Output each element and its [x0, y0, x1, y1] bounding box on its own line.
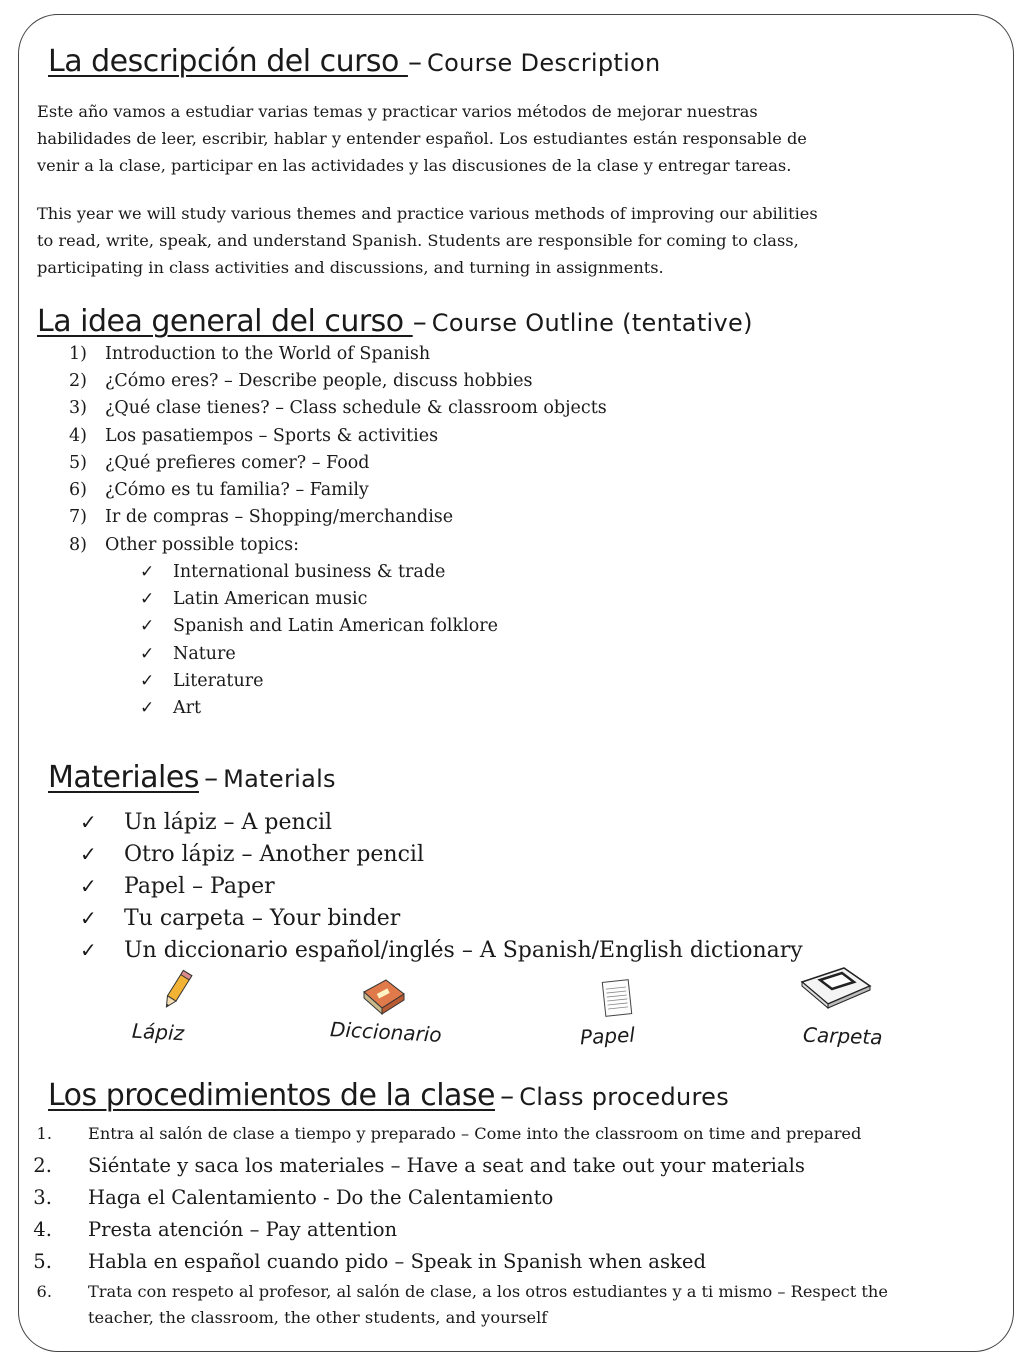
material-item: ✓ Un diccionario español/inglés – A Spanish/English dictionary — [80, 938, 803, 963]
checkmark-icon: ✓ — [140, 589, 155, 609]
description-heading — [48, 44, 661, 79]
checkmark-icon: ✓ — [80, 810, 97, 834]
paragraph-line: to read, write, speak, and understand Spanish. Students are responsible for coming to class, — [37, 231, 799, 250]
paper-icon — [600, 978, 634, 1023]
topic-item: ✓ International business & trade — [140, 562, 446, 582]
description-heading-en: Course Description — [427, 49, 661, 77]
description-english-paragraph — [37, 200, 818, 281]
description-heading-separator: – — [407, 45, 422, 78]
binder-icon — [800, 964, 872, 1017]
checkmark-icon: ✓ — [140, 644, 155, 664]
topic-item: ✓ Nature — [140, 644, 236, 664]
paragraph-line: This year we will study various themes and practice various methods of improving our abilities — [37, 204, 818, 223]
outline-heading-en: Course Outline (tentative) — [431, 309, 753, 337]
topic-item: ✓ Art — [140, 698, 202, 718]
dictionary-icon — [360, 978, 408, 1023]
materials-heading-en: Materials — [223, 765, 336, 793]
materials-list — [80, 810, 980, 980]
checkmark-icon: ✓ — [80, 938, 97, 962]
topic-item: ✓ Spanish and Latin American folklore — [140, 616, 498, 636]
paragraph-line: Este año vamos a estudiar varias temas y practicar varios métodos de mejorar nuestras — [37, 102, 758, 121]
description-heading-es: La descripción del curso — [48, 44, 408, 79]
pencil-caption: Lápiz — [131, 1018, 185, 1046]
checkmark-icon: ✓ — [140, 616, 155, 636]
paragraph-line: venir a la clase, participar en las actividades y las discusiones de la clase y entregar tareas. — [37, 156, 792, 175]
paragraph-line: participating in class activities and discussions, and turning in assignments. — [37, 258, 664, 277]
materials-heading-es: Materiales — [48, 760, 199, 795]
topic-item: ✓ Literature — [140, 671, 264, 691]
checkmark-icon: ✓ — [140, 671, 155, 691]
checkmark-icon: ✓ — [80, 874, 97, 898]
topic-item: ✓ Latin American music — [140, 589, 368, 609]
pencil-icon — [160, 968, 194, 1017]
paragraph-line: habilidades de leer, escribir, hablar y entender español. Los estudiantes están responsable de — [37, 129, 807, 148]
checkmark-icon: ✓ — [140, 562, 155, 582]
material-item: ✓ Un lápiz – A pencil — [80, 810, 333, 835]
materials-heading-separator: – — [204, 761, 219, 794]
checkmark-icon: ✓ — [80, 842, 97, 866]
materials-heading — [48, 760, 336, 795]
dictionary-caption: Diccionario — [329, 1017, 443, 1047]
description-spanish-paragraph — [37, 98, 807, 179]
binder-caption: Carpeta — [802, 1022, 883, 1050]
material-item: ✓ Otro lápiz – Another pencil — [80, 842, 424, 867]
checkmark-icon: ✓ — [140, 698, 155, 718]
procedures-list: 1. Entra al salón de clase a tiempo y preparado – Come into the classroom on time and prepared 2. Siéntate y saca los materiales – Have a seat and take out your materials 3. Haga el Calentamiento - Do the Calentamiento 4. Presta atención – Pay attention 5. Habla en español cuando pido – Speak in Spanish when asked 6. Trata con respeto al profesor, al salón de clase, a los otros estudiantes y a ti mismo – Respect the teacher, the classroom, the other students, and yourself — [33, 1124, 888, 1327]
outline-heading — [37, 304, 753, 339]
outline-heading-separator: – — [412, 305, 427, 338]
material-item: ✓ Tu carpeta – Your binder — [80, 906, 401, 931]
procedures-heading — [48, 1078, 729, 1113]
outline-heading-es: La idea general del curso — [37, 304, 413, 339]
checkmark-icon: ✓ — [80, 906, 97, 930]
paper-caption: Papel — [579, 1022, 636, 1050]
material-item: ✓ Papel – Paper — [80, 874, 275, 899]
procedures-heading-es: Los procedimientos de la clase — [48, 1078, 496, 1113]
procedures-heading-en: Class procedures — [519, 1083, 730, 1111]
procedures-heading-separator: – — [500, 1079, 515, 1112]
